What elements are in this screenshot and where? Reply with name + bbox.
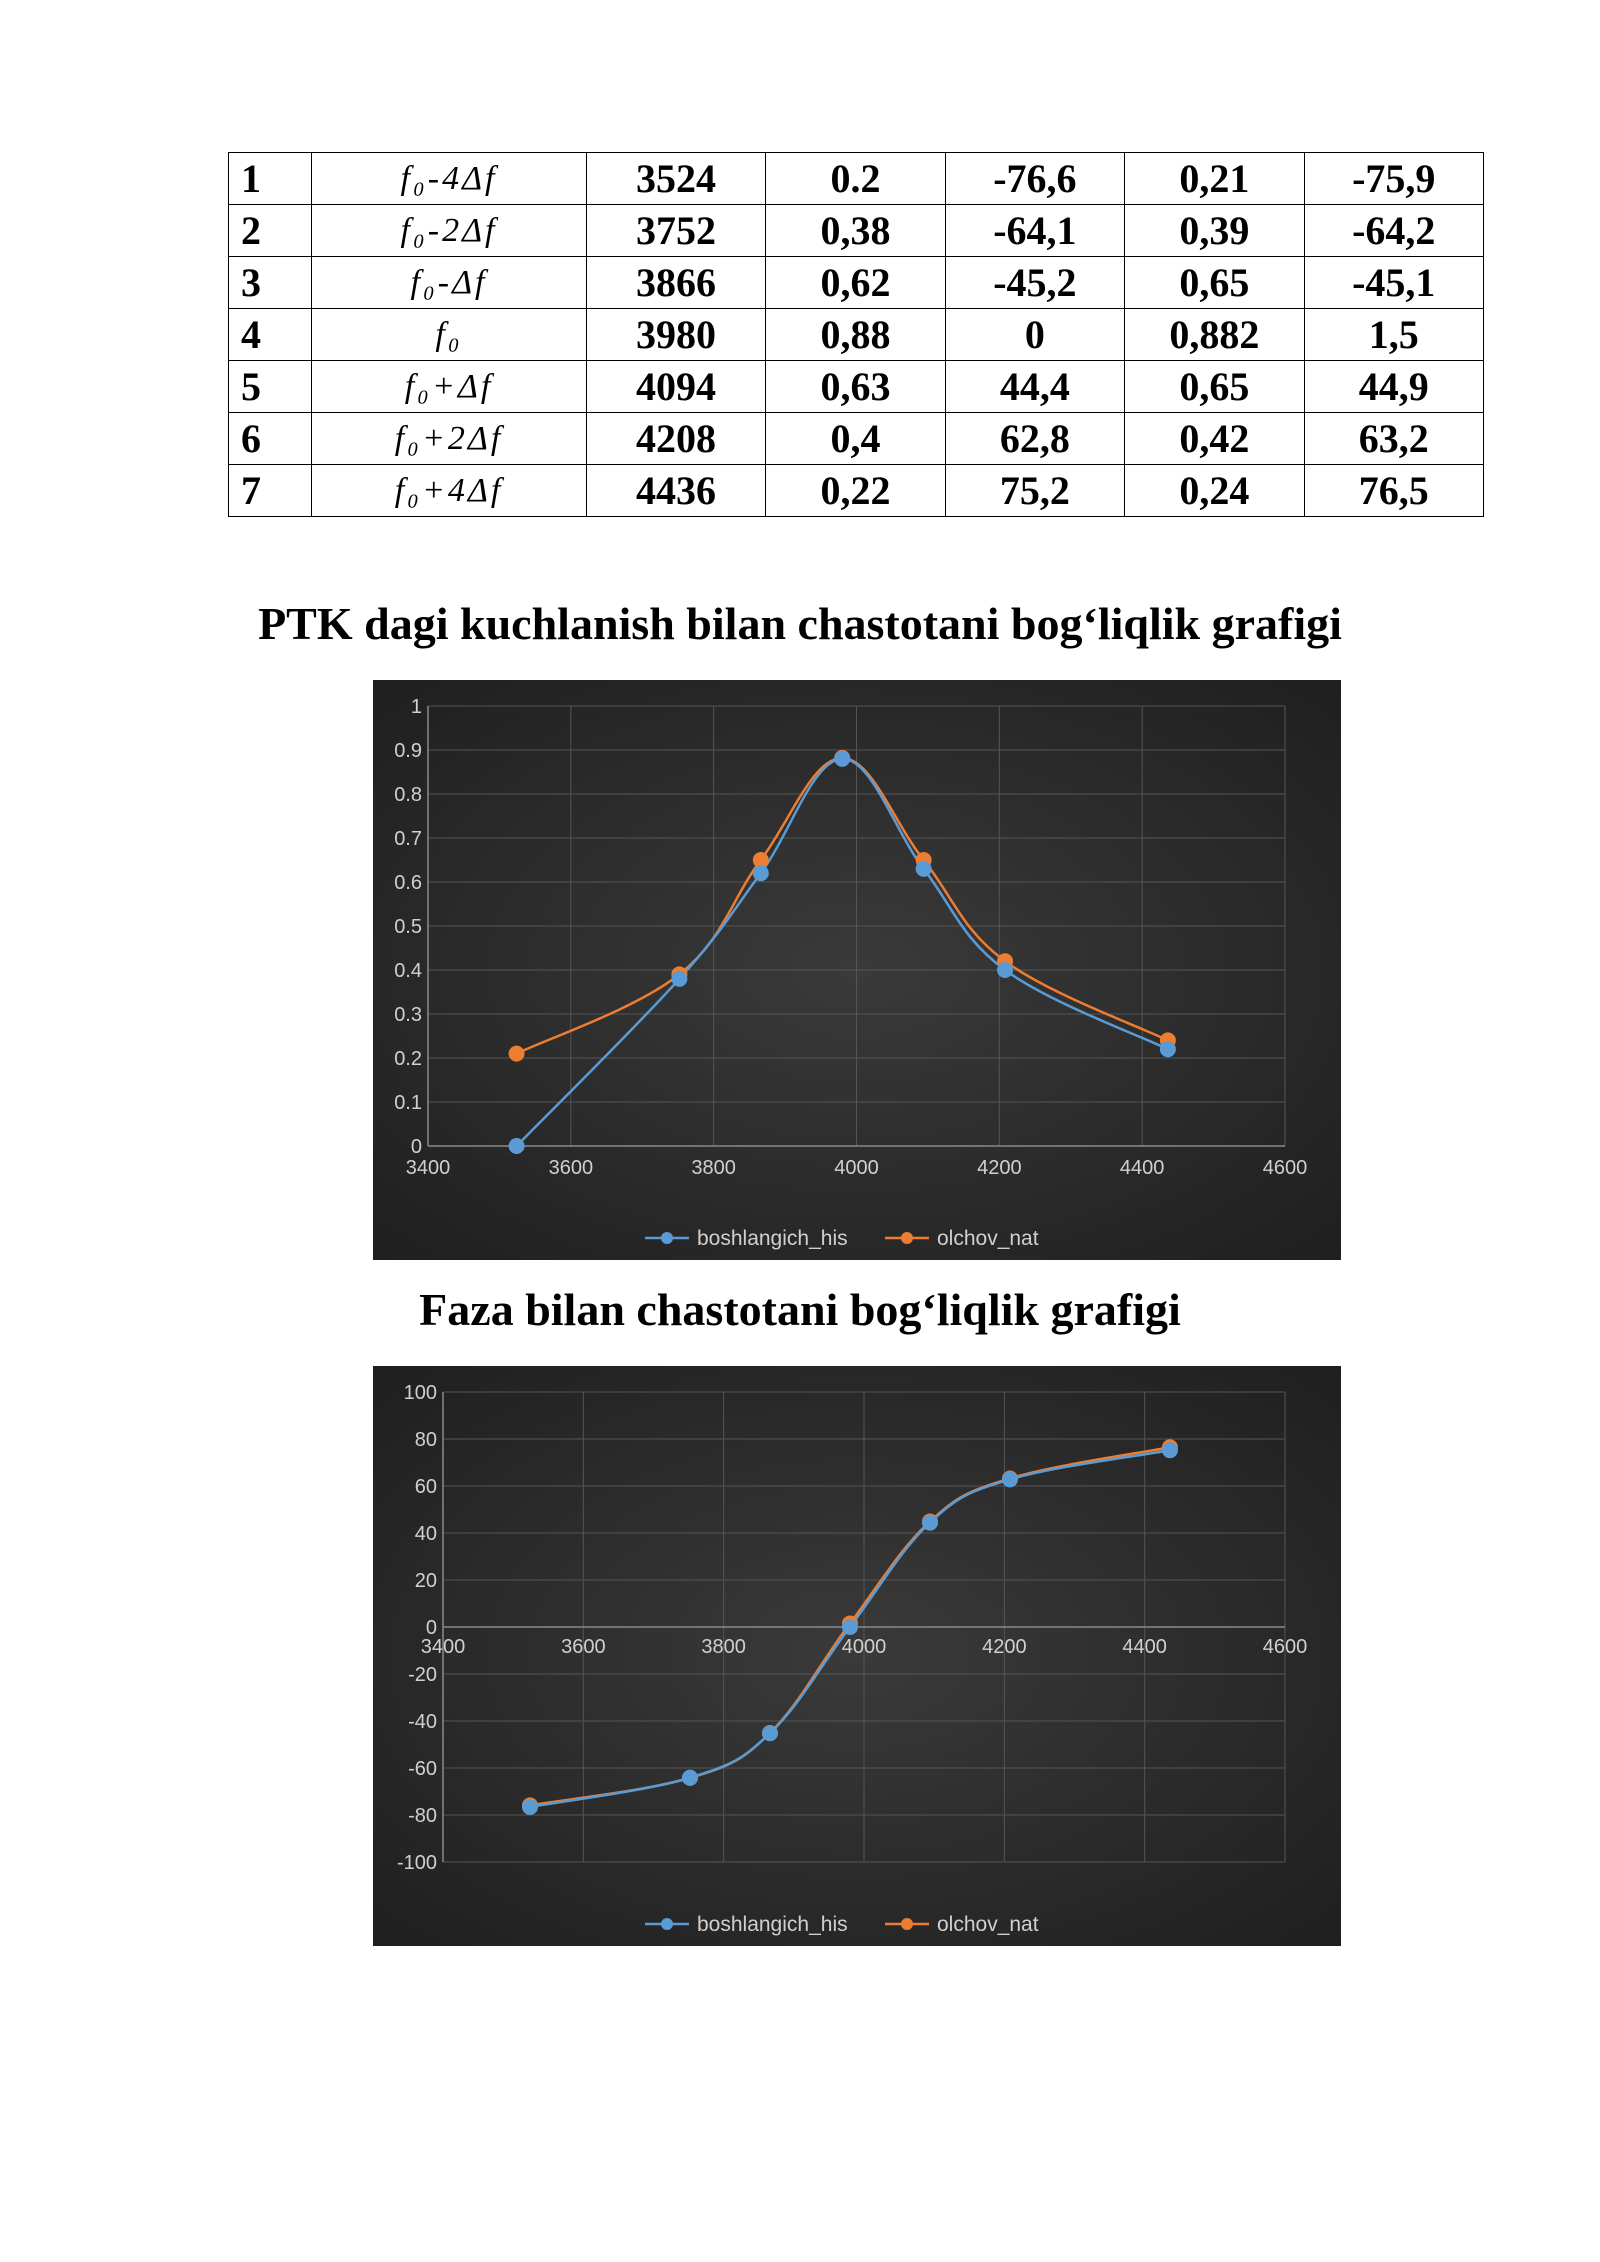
y-tick-label: -40 <box>408 1711 437 1733</box>
x-tick-label: 3600 <box>548 1157 594 1179</box>
row-phase-calc: 75,2 <box>945 465 1124 517</box>
row-frequency: 3980 <box>586 309 765 361</box>
row-number: 1 <box>229 153 312 205</box>
data-point-boshlangich_his <box>1162 1442 1178 1458</box>
row-voltage-meas: 0,42 <box>1125 413 1304 465</box>
row-frequency: 3524 <box>586 153 765 205</box>
table-row <box>229 465 1484 517</box>
row-frequency: 4436 <box>586 465 765 517</box>
x-tick-label: 4600 <box>1262 1636 1308 1658</box>
row-voltage-meas: 0,882 <box>1125 309 1304 361</box>
row-number: 5 <box>229 361 312 413</box>
row-phase-calc: 62,8 <box>945 413 1124 465</box>
voltage-frequency-chart <box>373 680 1341 1260</box>
x-tick-label: 4600 <box>1262 1157 1308 1179</box>
y-tick-label: 0.1 <box>394 1092 422 1114</box>
y-tick-label: -80 <box>408 1805 437 1827</box>
row-frequency: 4208 <box>586 413 765 465</box>
x-tick-label: 4400 <box>1119 1157 1165 1179</box>
data-point-boshlangich_his <box>509 1138 525 1154</box>
row-frequency-label: f₀ <box>312 309 587 361</box>
measurement-table <box>228 152 1484 517</box>
x-tick-label: 4200 <box>977 1157 1022 1179</box>
row-voltage-calc: 0.2 <box>766 153 945 205</box>
data-point-boshlangich_his <box>522 1799 538 1815</box>
phase-frequency-chart <box>373 1366 1341 1946</box>
row-voltage-calc: 0,88 <box>766 309 945 361</box>
row-phase-meas: 1,5 <box>1304 309 1483 361</box>
data-point-olchov_nat <box>509 1046 525 1062</box>
legend-marker <box>901 1232 913 1244</box>
row-voltage-calc: 0,62 <box>766 257 945 309</box>
row-phase-calc: -76,6 <box>945 153 1124 205</box>
row-frequency-label: f₀-4Δf <box>312 153 587 205</box>
x-tick-label: 4000 <box>834 1157 879 1179</box>
data-point-boshlangich_his <box>1160 1041 1176 1057</box>
table-row <box>229 153 1484 205</box>
x-tick-label: 4000 <box>841 1636 887 1658</box>
y-tick-label: 0.6 <box>394 872 422 894</box>
data-point-boshlangich_his <box>842 1619 858 1635</box>
x-tick-label: 3400 <box>405 1157 451 1179</box>
row-phase-meas: 76,5 <box>1304 465 1483 517</box>
legend-marker <box>901 1918 913 1930</box>
chart-title-voltage: PTK dagi kuchlanish bilan chastotani bog‘liqlik grafigi <box>258 598 1342 649</box>
row-phase-calc: 0 <box>945 309 1124 361</box>
y-tick-label: 20 <box>414 1570 437 1592</box>
y-tick-label: 80 <box>414 1429 437 1451</box>
table-row <box>229 205 1484 257</box>
legend-label: boshlangich_his <box>697 1913 848 1936</box>
data-point-boshlangich_his <box>922 1515 938 1531</box>
table-row <box>229 257 1484 309</box>
legend-marker <box>661 1232 673 1244</box>
legend-label: olchov_nat <box>937 1227 1039 1250</box>
y-tick-label: 0.5 <box>394 916 422 938</box>
row-voltage-calc: 0,4 <box>766 413 945 465</box>
x-tick-label: 4400 <box>1122 1636 1167 1658</box>
x-tick-label: 4200 <box>982 1636 1027 1658</box>
row-number: 6 <box>229 413 312 465</box>
row-frequency-label: f₀+2Δf <box>312 413 587 465</box>
data-point-boshlangich_his <box>682 1770 698 1786</box>
data-point-boshlangich_his <box>916 861 932 877</box>
row-voltage-calc: 0,38 <box>766 205 945 257</box>
y-tick-label: 0 <box>410 1136 422 1158</box>
row-phase-meas: -64,2 <box>1304 205 1483 257</box>
y-tick-label: 0.9 <box>394 740 422 762</box>
data-point-boshlangich_his <box>997 962 1013 978</box>
y-tick-label: 0.4 <box>394 960 422 982</box>
data-point-boshlangich_his <box>1002 1471 1018 1487</box>
y-tick-label: 100 <box>403 1382 437 1404</box>
row-phase-calc: 44,4 <box>945 361 1124 413</box>
y-tick-label: 0 <box>425 1617 437 1639</box>
y-tick-label: 1 <box>410 696 422 718</box>
row-voltage-calc: 0,22 <box>766 465 945 517</box>
row-phase-calc: -64,1 <box>945 205 1124 257</box>
row-frequency-label: f₀-Δf <box>312 257 587 309</box>
row-number: 7 <box>229 465 312 517</box>
row-frequency-label: f₀+Δf <box>312 361 587 413</box>
y-tick-label: 40 <box>414 1523 437 1545</box>
row-voltage-meas: 0,24 <box>1125 465 1304 517</box>
x-tick-label: 3800 <box>701 1636 746 1658</box>
legend-label: boshlangich_his <box>697 1227 848 1250</box>
row-number: 3 <box>229 257 312 309</box>
row-phase-meas: -45,1 <box>1304 257 1483 309</box>
row-number: 2 <box>229 205 312 257</box>
row-voltage-meas: 0,39 <box>1125 205 1304 257</box>
row-voltage-meas: 0,65 <box>1125 361 1304 413</box>
chart-title-phase: Faza bilan chastotani bog‘liqlik grafigi <box>419 1284 1181 1335</box>
data-point-boshlangich_his <box>671 971 687 987</box>
y-tick-label: -100 <box>396 1852 437 1874</box>
legend-label: olchov_nat <box>937 1913 1039 1936</box>
y-tick-label: 0.3 <box>394 1004 422 1026</box>
y-tick-label: -60 <box>408 1758 437 1780</box>
y-tick-label: -20 <box>408 1664 437 1686</box>
row-voltage-meas: 0,21 <box>1125 153 1304 205</box>
row-number: 4 <box>229 309 312 361</box>
row-voltage-meas: 0,65 <box>1125 257 1304 309</box>
table-row <box>229 309 1484 361</box>
row-frequency: 3752 <box>586 205 765 257</box>
x-tick-label: 3800 <box>691 1157 736 1179</box>
chart-svg <box>373 1366 1341 1946</box>
row-frequency: 3866 <box>586 257 765 309</box>
row-phase-meas: 44,9 <box>1304 361 1483 413</box>
data-point-boshlangich_his <box>834 751 850 767</box>
row-frequency: 4094 <box>586 361 765 413</box>
data-point-boshlangich_his <box>753 865 769 881</box>
table-row <box>229 413 1484 465</box>
row-voltage-calc: 0,63 <box>766 361 945 413</box>
row-phase-meas: -75,9 <box>1304 153 1483 205</box>
legend-marker <box>661 1918 673 1930</box>
row-frequency-label: f₀-2Δf <box>312 205 587 257</box>
x-tick-label: 3600 <box>561 1636 606 1658</box>
row-phase-meas: 63,2 <box>1304 413 1483 465</box>
y-tick-label: 60 <box>414 1476 437 1498</box>
y-tick-label: 0.7 <box>394 828 422 850</box>
chart-svg <box>373 680 1341 1260</box>
x-tick-label: 3400 <box>420 1636 466 1658</box>
table-row <box>229 361 1484 413</box>
y-tick-label: 0.8 <box>394 784 422 806</box>
y-tick-label: 0.2 <box>394 1048 422 1070</box>
row-phase-calc: -45,2 <box>945 257 1124 309</box>
data-point-boshlangich_his <box>762 1725 778 1741</box>
row-frequency-label: f₀+4Δf <box>312 465 587 517</box>
table-body <box>229 153 1484 517</box>
